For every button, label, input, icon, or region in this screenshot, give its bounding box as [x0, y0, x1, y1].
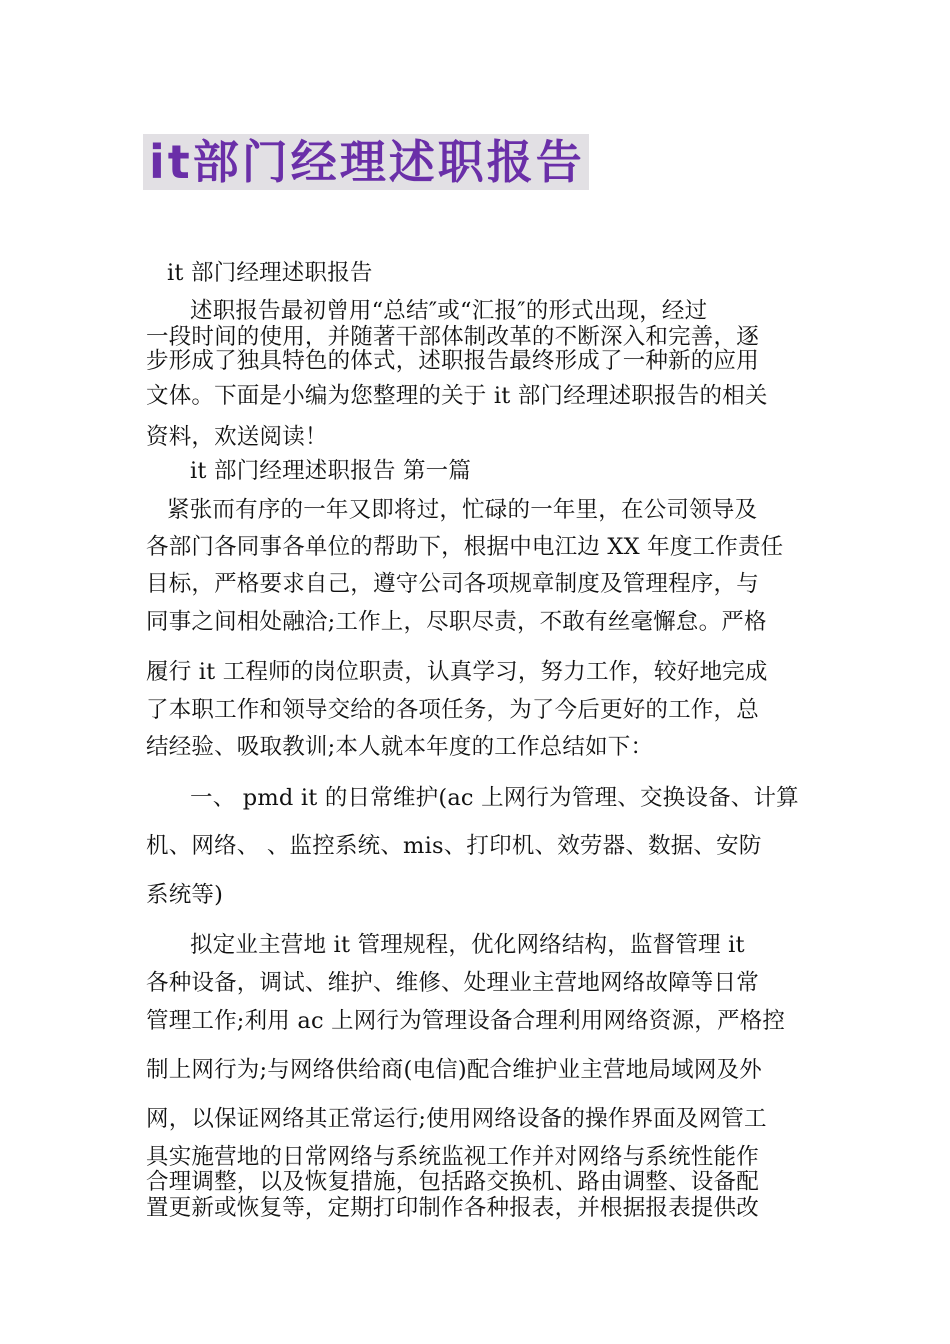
- body-line: 各种设备，调试、维护、维修、处理业主营地网络故障等日常: [146, 970, 759, 996]
- body-line: 步形成了独具特色的体式，述职报告最终形成了一种新的应用: [146, 348, 759, 374]
- body-line: 了本职工作和领导交给的各项任务，为了今后更好的工作，总: [146, 697, 759, 723]
- body-line: 目标，严格要求自己，遵守公司各项规章制度及管理程序，与: [146, 571, 759, 597]
- title-highlight: [143, 134, 589, 190]
- body-line: 一段时间的使用，并随著干部体制改革的不断深入和完善，逐: [146, 324, 759, 350]
- body-line: 合理调整，以及恢复措施，包括路交换机、路由调整、设备配: [146, 1169, 759, 1195]
- body-line: 同事之间相处融洽;工作上，尽职尽责，不敢有丝毫懈怠。严格: [146, 609, 767, 635]
- body-line: 管理工作;利用 ac 上网行为管理设备合理利用网络资源，严格控: [146, 1008, 786, 1034]
- body-line: 制上网行为;与网络供给商(电信)配合维护业主营地局域网及外: [146, 1057, 762, 1083]
- body-line: 机、网络、 、监控系统、mis、打印机、效劳器、数据、安防: [146, 833, 762, 859]
- body-line: 置更新或恢复等，定期打印制作各种报表，并根据报表提供改: [146, 1195, 759, 1221]
- body-line: 各部门各同事各单位的帮助下，根据中电江边 XX 年度工作责任: [146, 534, 784, 560]
- body-line: 结经验、吸取教训;本人就本年度的工作总结如下：: [146, 734, 654, 760]
- body-line: 系统等): [146, 882, 224, 908]
- body-line: 网，以保证网络其正常运行;使用网络设备的操作界面及网管工: [146, 1106, 767, 1132]
- document-title: it部门经理述职报告: [149, 135, 585, 189]
- body-line: 拟定业主营地 it 管理规程，优化网络结构，监督管理 it: [190, 932, 745, 958]
- body-line: 资料，欢送阅读！: [146, 424, 328, 450]
- body-line: 履行 it 工程师的岗位职责，认真学习，努力工作，较好地完成: [146, 659, 768, 685]
- body-line: 紧张而有序的一年又即将过，忙碌的一年里，在公司领导及: [167, 497, 758, 523]
- body-line: it 部门经理述职报告 第一篇: [190, 458, 472, 484]
- body-line: 文体。下面是小编为您整理的关于 it 部门经理述职报告的相关: [146, 383, 768, 409]
- body-line: 述职报告最初曾用“总结″或“汇报″的形式出现，经过: [190, 298, 708, 324]
- body-line: 具实施营地的日常网络与系统监视工作并对网络与系统性能作: [146, 1144, 759, 1170]
- body-line: it 部门经理述职报告: [167, 260, 373, 286]
- body-line: 一、 pmd it 的日常维护(ac 上网行为管理、交换设备、计算: [190, 785, 799, 811]
